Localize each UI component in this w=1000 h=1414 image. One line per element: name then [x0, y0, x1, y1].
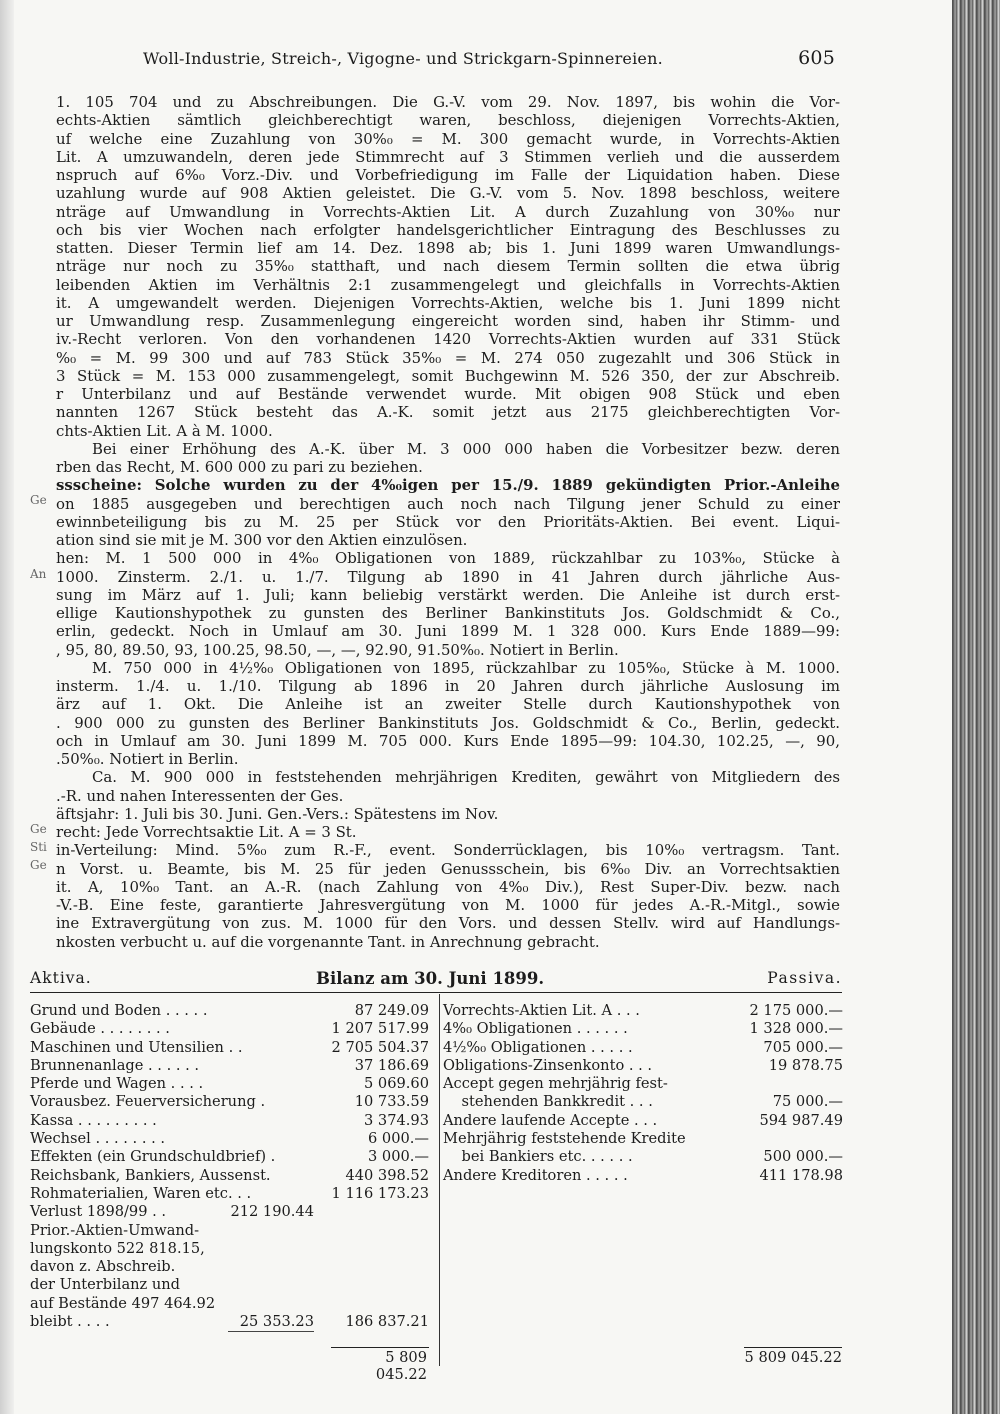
row-label: Vorrechts-Aktien Lit. A . . .: [443, 1002, 640, 1019]
verlust-row: [30, 1203, 432, 1221]
text-line: och bis vier Wochen nach erfolgter handelsgerichtlicher Eintragung des Beschlusses zu: [56, 220, 840, 239]
text-line: Lit. A umzuwandeln, deren jede Stimmrecht auf 3 Stimmen verlieh und die ausserdem: [56, 147, 840, 166]
row-label: Rohmaterialien, Waren etc. . .: [30, 1184, 252, 1202]
row-amount: 3 000.—: [367, 1148, 429, 1166]
text-line: it. A umgewandelt werden. Diejenigen Vorrechts-Aktien, welche bis 1. Juni 1899 nicht: [56, 293, 840, 312]
row-amount: 10 733.59: [354, 1093, 429, 1111]
aktiva-row: [30, 1112, 432, 1130]
row-label: Obligations-Zinsenkonto . . .: [443, 1056, 653, 1074]
text-line: chts-Aktien Lit. A à M. 1000.: [56, 421, 273, 440]
passiva-row: [443, 1130, 843, 1148]
text-line: 1. 105 704 und zu Abschreibungen. Die G.-V. vom 29. Nov. 1897, bis wohin die Vor-: [56, 93, 840, 111]
text-line: nspruch auf 6%₀ Vorz.-Div. und Vorbefriedigung im Falle der Liquidation haben. Diese: [56, 166, 840, 184]
passiva-row: [443, 1112, 843, 1130]
row-label: der Unterbilanz und: [30, 1276, 181, 1294]
row-subamount: 25 353.23: [239, 1313, 314, 1331]
row-label: Pferde und Wagen . . . .: [30, 1075, 204, 1093]
text-line: 1000. Zinsterm. 2./1. u. 1./7. Tilgung ab 1890 in 41 Jahren durch jährliche Aus-: [56, 567, 840, 586]
row-amount: 1 207 517.99: [331, 1020, 429, 1038]
passiva-row: [443, 1167, 843, 1185]
aktiva-total-rule: [331, 1347, 429, 1348]
text-line: leibenden Aktien im Verhältnis 2:1 zusammengelegt und gleichfalls in Vorrechts-Aktien: [56, 275, 840, 294]
row-subamount: 212 190.44: [230, 1203, 314, 1221]
text-line: r Unterbilanz und auf Bestände verwendet wurde. Mit obigen 908 Stück und eben: [56, 385, 840, 403]
row-label: Maschinen und Utensilien . .: [30, 1038, 243, 1056]
aktiva-row: [30, 1039, 432, 1057]
text-line: -V.-B. Eine feste, garantierte Jahresvergütung von M. 1000 für jedes A.-R.-Mitgl., sowie: [56, 896, 840, 914]
row-amount: 3 374.93: [364, 1111, 429, 1129]
aktiva-row: [30, 1093, 432, 1111]
margin-label: Sti: [30, 840, 47, 854]
row-label: Gebäude . . . . . . . .: [30, 1020, 170, 1038]
row-label: 4%₀ Obligationen . . . . . .: [443, 1020, 628, 1038]
row-amount: 1 116 173.23: [331, 1184, 429, 1202]
text-line: n Vorst. u. Beamte, bis M. 25 für jeden Genussschein, bis 6%₀ Div. an Vorrechtsaktien: [56, 859, 840, 878]
aktiva-row: [30, 1185, 432, 1203]
text-line: M. 750 000 in 4½%₀ Obligationen von 1895, rückzahlbar zu 105%₀, Stücke à M. 1000.: [92, 658, 840, 677]
text-line: in-Verteilung: Mind. 5%₀ zum R.-F., event. Sonderrücklagen, bis 10%₀ vertragsm. Tant.: [56, 841, 840, 860]
aktiva-row: [30, 1075, 432, 1093]
aktiva-row: [30, 1002, 432, 1020]
text-line: ation sind sie mit je M. 300 vor den Aktien einzulösen.: [56, 531, 468, 549]
row-label: Andere Kreditoren . . . . .: [443, 1166, 628, 1184]
aktiva-row: [30, 1057, 432, 1075]
row-label: Mehrjährig feststehende Kredite: [443, 1130, 686, 1148]
text-line: nannten 1267 Stück besteht das A.-K. somit jetzt aus 2175 gleichberechtigten Vor-: [56, 403, 840, 422]
row-label: bei Bankiers etc. . . . . .: [443, 1148, 633, 1166]
text-line: . 900 000 zu gunsten des Berliner Bankinstituts Jos. Goldschmidt & Co., Berlin, gedeckt.: [56, 713, 840, 732]
text-line: äftsjahr: 1. Juli bis 30. Juni. Gen.-Vers.: Spätestens im Nov.: [56, 804, 499, 823]
row-amount: 87 249.09: [354, 1002, 429, 1019]
row-amount: 186 837.21: [345, 1313, 429, 1331]
row-label: Grund und Boden . . . . .: [30, 1002, 208, 1019]
row-label: lungskonto 522 818.15,: [30, 1239, 205, 1257]
page-number: 605: [798, 47, 835, 69]
aktiva-row: [30, 1167, 432, 1185]
row-amount: 2 175 000.—: [749, 1002, 843, 1019]
row-label: Effekten (ein Grundschuldbrief) .: [30, 1148, 276, 1166]
text-line: uzahlung wurde auf 908 Aktien geleistet. Die G.-V. vom 5. Nov. 1898 beschloss, weitere: [56, 184, 840, 203]
aktiva-label: Aktiva.: [30, 969, 92, 987]
text-line: insterm. 1./4. u. 1./10. Tilgung ab 1896 in 20 Jahren durch jährliche Auslosung im: [56, 677, 840, 695]
row-amount: 500 000.—: [763, 1148, 843, 1166]
row-amount: 411 178.98: [759, 1166, 843, 1184]
body-text: [56, 93, 840, 951]
text-line: ur Umwandlung resp. Zusammenlegung eingereicht worden sind, haben ihr Stimm- und: [56, 312, 840, 330]
passiva-row: [443, 1057, 843, 1075]
passiva-row: [443, 1148, 843, 1166]
aktiva-row: [30, 1020, 432, 1038]
passiva-row: [443, 1039, 843, 1057]
margin-label: Ge: [30, 858, 47, 872]
row-label: Verlust 1898/99 . .: [30, 1203, 167, 1221]
passiva-total: 5 809 045.22: [744, 1349, 842, 1366]
text-line: ellige Kautionshypothek zu gunsten des Berliner Bankinstituts Jos. Goldschmidt & Co.,: [56, 604, 840, 622]
text-line: echts-Aktien sämtlich gleichberechtigt waren, beschloss, diejenigen Vorrechts-Aktien,: [56, 111, 840, 130]
text-line: .-R. und nahen Interessenten der Ges.: [56, 786, 344, 805]
row-label: bleibt . . . .: [30, 1313, 110, 1331]
text-line: statten. Dieser Termin lief am 14. Dez. 1898 ab; bis 1. Juni 1899 waren Umwandlungs-: [56, 239, 840, 257]
text-line: , 95, 80, 89.50, 93, 100.25, 98.50, —, —, 92.90, 91.50%₀. Notiert in Berlin.: [56, 640, 619, 659]
text-line: och in Umlauf am 30. Juni 1899 M. 705 000. Kurs Ende 1895—99: 104.30, 102.25, —, 90,: [56, 731, 840, 750]
text-line: on 1885 ausgegeben und berechtigen auch noch nach Tilgung jener Schuld zu einer: [56, 494, 840, 513]
text-line: hen: M. 1 500 000 in 4%₀ Obligationen von 1889, rückzahlbar zu 103%₀, Stücke à: [56, 549, 840, 568]
text-line: it. A, 10%₀ Tant. an A.-R. (nach Zahlung von 4%₀ Div.), Rest Super-Div. bezw. nach: [56, 877, 840, 896]
aktiva-row: [30, 1130, 432, 1148]
row-amount: 594 987.49: [759, 1111, 843, 1129]
row-label: davon z. Abschreib.: [30, 1258, 176, 1276]
aktiva-total: 5 809 045.22: [375, 1349, 427, 1383]
passiva-row: [443, 1093, 843, 1111]
verlust-row: [30, 1276, 432, 1294]
row-amount: 1 328 000.—: [749, 1020, 843, 1038]
row-amount: 440 398.52: [345, 1166, 429, 1184]
margin-label: Ge: [30, 493, 47, 507]
page-binding-edge-left: [0, 0, 14, 1414]
text-line: nkosten verbucht u. auf die vorgenannte Tant. in Anrechnung gebracht.: [56, 932, 600, 951]
text-line: sung im März auf 1. Juli; kann beliebig verstärkt werden. Die Anleihe ist durch erst-: [56, 585, 840, 604]
text-line: erlin, gedeckt. Noch in Umlauf am 30. Juni 1899 M. 1 328 000. Kurs Ende 1889—99:: [56, 622, 840, 641]
passiva-total-rule: [744, 1347, 842, 1348]
row-label: Prior.-Aktien-Umwand-: [30, 1221, 200, 1239]
passiva-row: [443, 1075, 843, 1093]
running-title: Woll-Industrie, Streich-, Vigogne- und Strickgarn-Spinnereien.: [143, 49, 663, 68]
passiva-row: [443, 1020, 843, 1038]
passiva-row: [443, 1002, 843, 1020]
row-label: Brunnenanlage . . . . . .: [30, 1056, 200, 1074]
row-label: Accept gegen mehrjährig fest-: [443, 1075, 668, 1093]
row-amount: 75 000.—: [772, 1093, 843, 1111]
text-line: ine Extravergütung von zus. M. 1000 für den Vors. und dessen Stellv. wird auf Handlungs-: [56, 914, 840, 933]
verlust-row: [30, 1240, 432, 1258]
text-line: recht: Jede Vorrechtsaktie Lit. A = 3 St.: [56, 823, 357, 841]
balance-top-rule: [30, 992, 842, 993]
row-label: stehenden Bankkredit . . .: [443, 1093, 653, 1111]
page-header: [143, 49, 835, 73]
verlust-row: [30, 1222, 432, 1240]
text-line: ewinnbeteiligung bis zu M. 25 per Stück vor den Prioritäts-Aktien. Bei event. Liqui-: [56, 512, 840, 531]
row-amount: 705 000.—: [763, 1038, 843, 1056]
row-label: auf Bestände 497 464.92: [30, 1294, 216, 1312]
subtotal-rule: [228, 1331, 314, 1332]
row-label: Vorausbez. Feuerversicherung .: [30, 1093, 266, 1111]
text-line: ärz auf 1. Okt. Die Anleihe ist an zweiter Stelle durch Kautionshypothek von: [56, 695, 840, 714]
row-amount: 5 069.60: [364, 1075, 429, 1093]
row-amount: 2 705 504.37: [331, 1038, 429, 1056]
row-label: Kassa . . . . . . . . .: [30, 1111, 157, 1129]
passiva-column: [443, 1002, 843, 1185]
verlust-row: [30, 1258, 432, 1276]
margin-label: Ge: [30, 822, 47, 836]
passiva-label: Passiva.: [767, 969, 842, 987]
text-line: uf welche eine Zuzahlung von 30%₀ = M. 300 gemacht wurde, in Vorrechts-Aktien: [56, 129, 840, 148]
text-line: iv.-Recht verloren. Von den vorhandenen 1420 Vorrechts-Aktien wurden auf 331 Stück: [56, 330, 840, 349]
row-amount: 19 878.75: [768, 1056, 843, 1074]
verlust-row: [30, 1313, 432, 1331]
aktiva-column: [30, 1002, 432, 1331]
text-line: ssscheine: Solche wurden zu der 4%₀igen per 15./9. 1889 gekündigten Prior.-Anleihe: [56, 476, 840, 495]
balance-title: Bilanz am 30. Juni 1899.: [316, 969, 545, 988]
balance-column-divider: [439, 994, 440, 1366]
row-label: Andere laufende Accepte . . .: [443, 1111, 658, 1129]
row-amount: 6 000.—: [367, 1130, 429, 1148]
text-line: Bei einer Erhöhung des A.-K. über M. 3 000 000 haben die Vorbesitzer bezw. deren: [92, 439, 840, 458]
text-line: nträge nur noch zu 35%₀ statthaft, und nach diesem Termin sollten die etwa übrig: [56, 257, 840, 276]
text-line: %₀ = M. 99 300 und auf 783 Stück 35%₀ = M. 274 050 zugezahlt und 306 Stück in: [56, 348, 840, 367]
aktiva-row: [30, 1148, 432, 1166]
row-amount: 37 186.69: [354, 1056, 429, 1074]
text-line: .50%₀. Notiert in Berlin.: [56, 750, 239, 768]
margin-label: An: [30, 567, 47, 581]
verlust-row: [30, 1295, 432, 1313]
text-line: 3 Stück = M. 153 000 zusammengelegt, somit Buchgewinn M. 526 350, der zur Abschreib.: [56, 366, 840, 385]
text-line: rben das Recht, M. 600 000 zu pari zu beziehen.: [56, 458, 423, 476]
text-line: Ca. M. 900 000 in feststehenden mehrjährigen Krediten, gewährt von Mitgliedern des: [92, 768, 840, 787]
row-label: Reichsbank, Bankiers, Aussenst.: [30, 1166, 271, 1184]
balance-header: [30, 969, 842, 991]
text-line: nträge auf Umwandlung in Vorrechts-Aktien Lit. A durch Zuzahlung von 30%₀ nur: [56, 202, 840, 221]
row-label: Wechsel . . . . . . . .: [30, 1130, 166, 1148]
book-binding-edge-right: [952, 0, 1000, 1414]
row-label: 4½%₀ Obligationen . . . . .: [443, 1038, 633, 1056]
